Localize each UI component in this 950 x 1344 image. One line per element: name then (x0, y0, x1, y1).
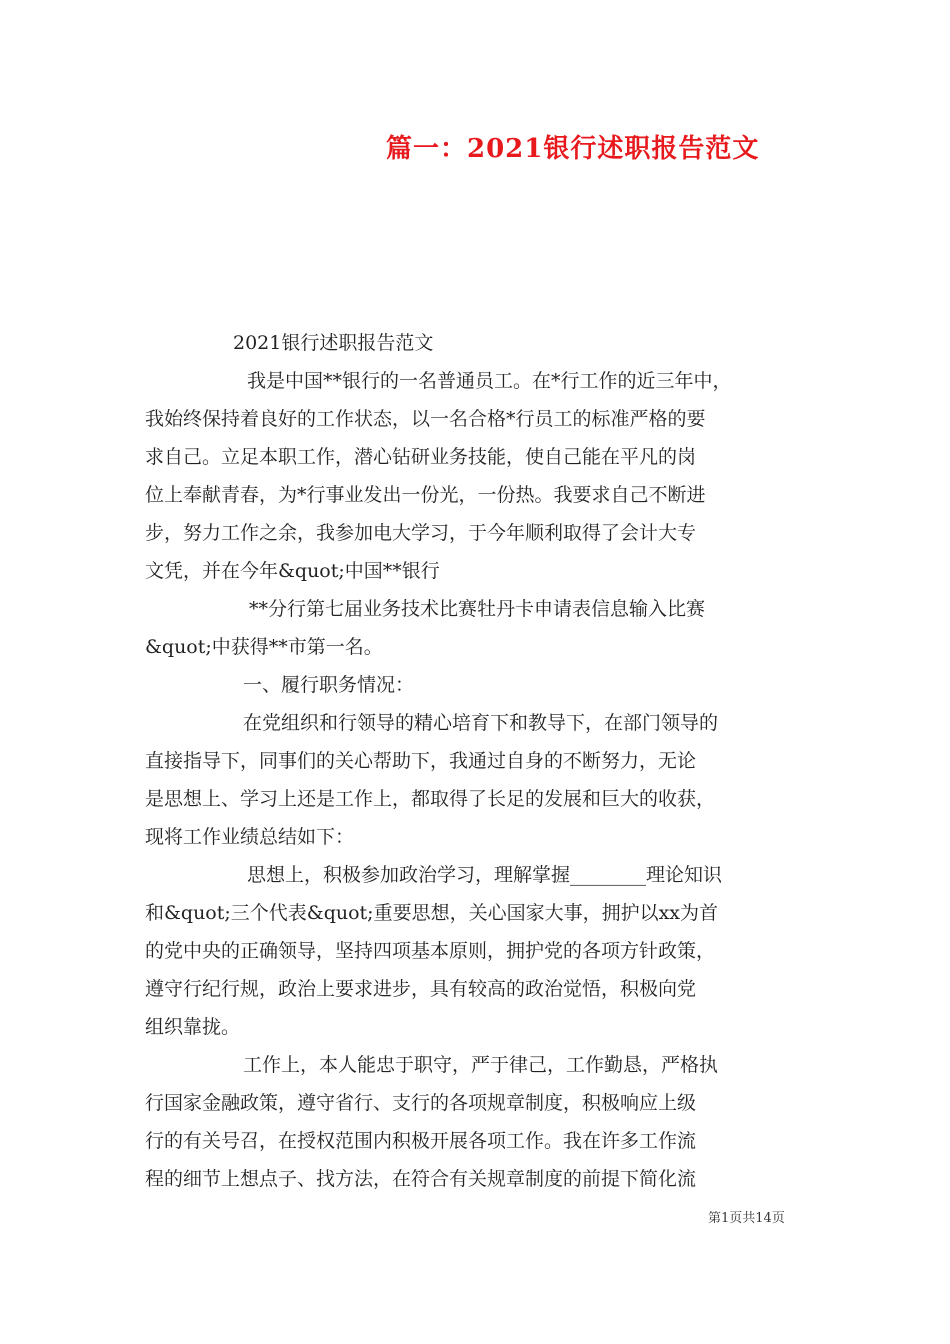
paragraph-line: 和&quot;三个代表&quot;重要思想，关心国家大事，拥护以xx为首 (145, 902, 719, 924)
paragraph-line: 文凭，并在今年&quot;中国**银行 (145, 560, 440, 582)
document-body (145, 324, 817, 1198)
paragraph-line: 的党中央的正确领导，坚持四项基本原则，拥护党的各项方针政策， (145, 940, 716, 962)
subtitle-line: 2021银行述职报告范文 (233, 332, 434, 354)
paragraph-line: 我是中国**银行的一名普通员工。在*行工作的近三年中， (247, 370, 732, 392)
paragraph-line: 现将工作业绩总结如下： (145, 826, 355, 848)
paragraph-line: 程的细节上想点子、找方法，在符合有关规章制度的前提下简化流 (145, 1168, 697, 1190)
paragraph-line: 行国家金融政策，遵守省行、支行的各项规章制度，积极响应上级 (145, 1092, 697, 1114)
paragraph-line: **分行第七届业务技术比赛牡丹卡申请表信息输入比赛 (249, 598, 706, 620)
page-number-footer: 第1页共14页 (708, 1211, 785, 1226)
paragraph-line: 遵守行纪行规，政治上要求进步，具有较高的政治觉悟，积极向党 (145, 978, 697, 1000)
paragraph-line: 行的有关号召，在授权范围内积极开展各项工作。我在许多工作流 (145, 1130, 697, 1152)
paragraph-line: 直接指导下，同事们的关心帮助下，我通过自身的不断努力，无论 (145, 750, 697, 772)
paragraph-line: 我始终保持着良好的工作状态，以一名合格*行员工的标准严格的要 (145, 408, 706, 430)
section-heading: 一、履行职务情况： (243, 674, 415, 696)
paragraph-line: &quot;中获得**市第一名。 (145, 636, 383, 658)
paragraph-line: 步，努力工作之余，我参加电大学习，于今年顺利取得了会计大专 (145, 522, 697, 544)
paragraph-line: 工作上，本人能忠于职守，严于律己，工作勤恳，严格执 (243, 1054, 719, 1076)
paragraph-line: 组织靠拢。 (145, 1016, 241, 1038)
paragraph-line: 位上奉献青春，为*行事业发出一份光，一份热。我要求自己不断进 (145, 484, 706, 506)
paragraph-line: 在党组织和行领导的精心培育下和教导下，在部门领导的 (243, 712, 719, 734)
paragraph-line: 思想上，积极参加政治学习，理解掌握________理论知识 (247, 864, 723, 886)
paragraph-line: 求自己。立足本职工作，潜心钻研业务技能，使自己能在平凡的岗 (145, 446, 697, 468)
paragraph-line: 是思想上、学习上还是工作上，都取得了长足的发展和巨大的收获， (145, 788, 716, 810)
document-title: 篇一：2021银行述职报告范文 (386, 134, 760, 164)
